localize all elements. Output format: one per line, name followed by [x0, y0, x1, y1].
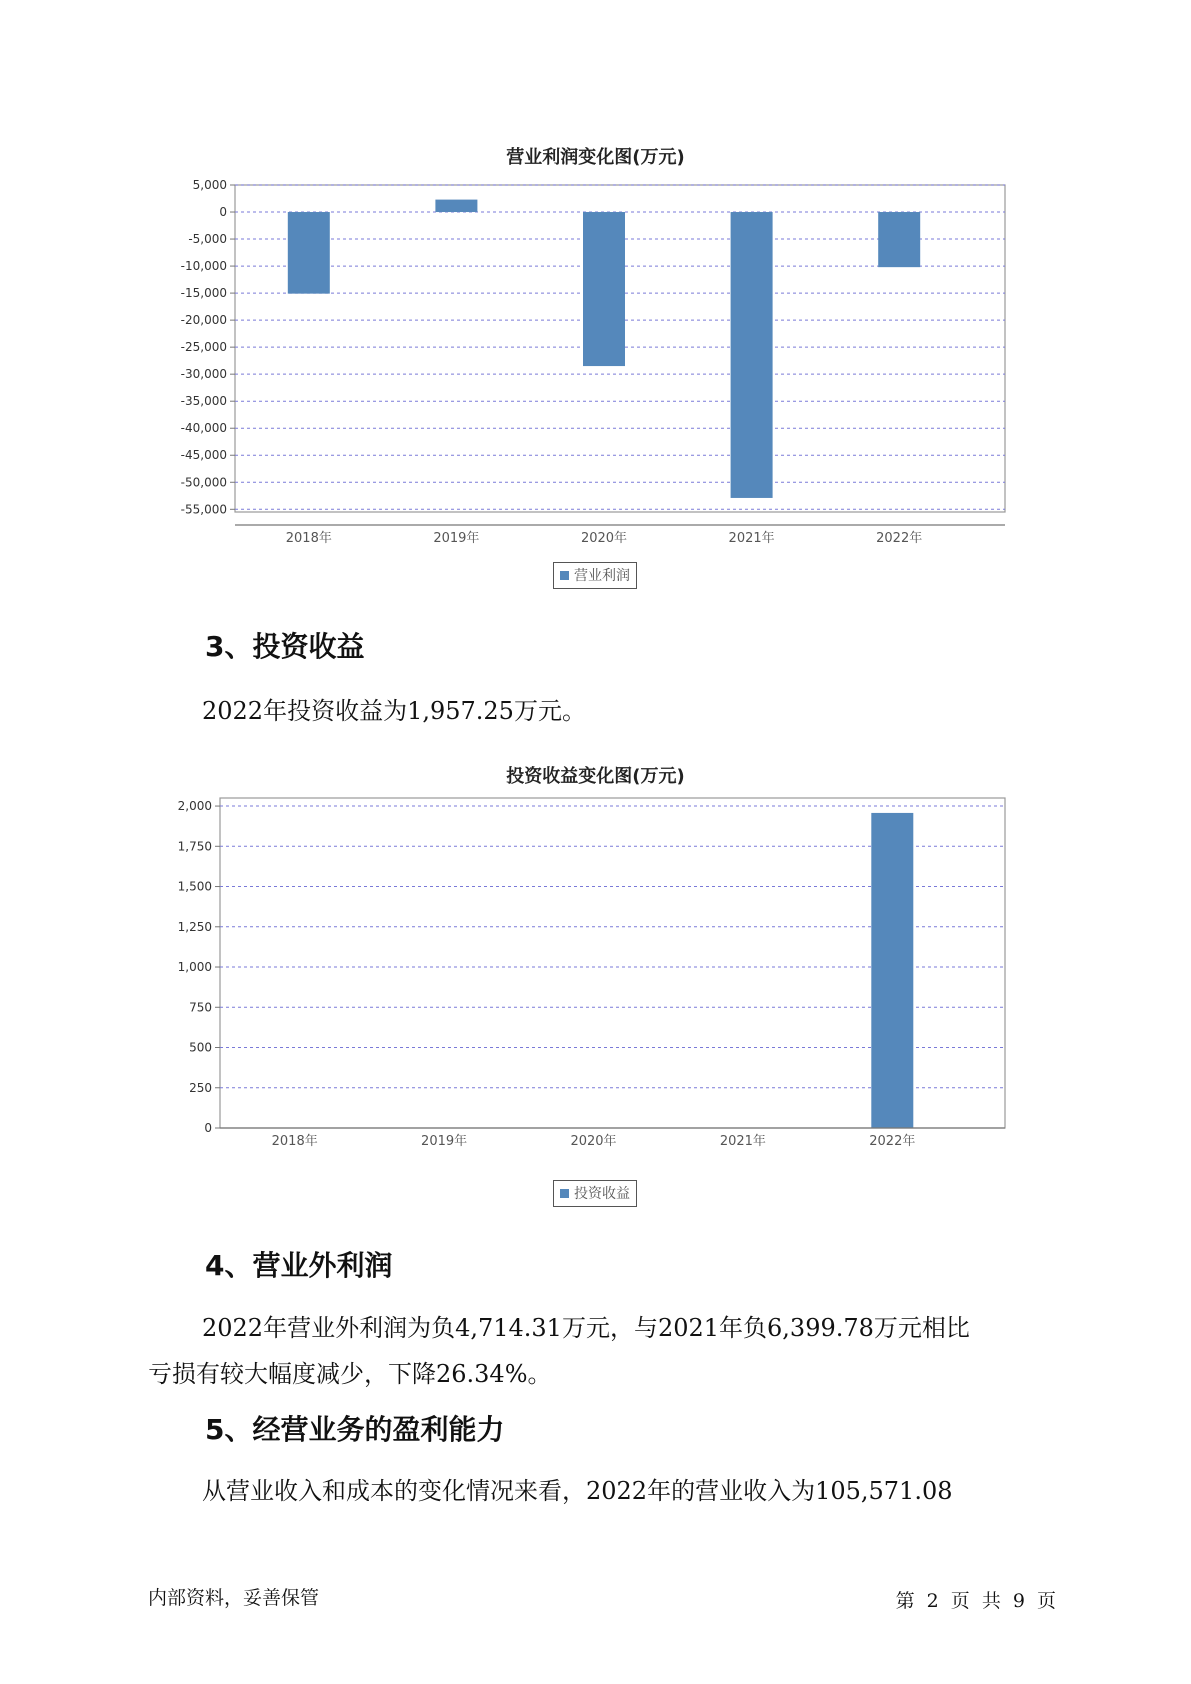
chart2-ytick-label: 1,000: [177, 960, 212, 975]
chart1-legend-label: 营业利润: [574, 568, 630, 584]
legend-swatch-icon: [560, 1189, 569, 1198]
chart2-title: 投资收益变化图(万元): [506, 766, 685, 787]
chart2-bar-2022年: [871, 813, 913, 1128]
section-5-heading: 5、经营业务的盈利能力: [205, 1413, 505, 1446]
chart1-xtick-label: 2021年: [728, 531, 775, 546]
section-3-heading: 3、投资收益: [205, 630, 365, 663]
chart2-xtick-label: 2018年: [271, 1134, 318, 1149]
footer-confidential: 内部资料，妥善保管: [148, 1587, 320, 1609]
chart2-xtick-label: 2020年: [570, 1134, 617, 1149]
section-4-line-1: 2022年营业外利润为负4,714.31万元，与2021年负6,399.78万元相比: [202, 1314, 970, 1342]
chart2-xtick-label: 2021年: [719, 1134, 766, 1149]
chart1-ytick-label: -50,000: [180, 475, 227, 490]
chart1-ytick-label: 5,000: [192, 178, 227, 192]
chart1-ytick-label: -55,000: [180, 502, 227, 517]
chart1-ytick-label: -35,000: [180, 394, 227, 409]
chart1-ytick-label: -15,000: [180, 286, 227, 301]
chart1-ytick-label: -25,000: [180, 340, 227, 355]
section-3-text: 2022年投资收益为1,957.25万元。: [202, 697, 586, 725]
section-4-heading: 4、营业外利润: [205, 1249, 393, 1282]
chart1-ytick-label: -20,000: [180, 313, 227, 328]
chart1-title: 营业利润变化图(万元): [506, 147, 685, 168]
chart2-ytick-label: 250: [189, 1080, 212, 1095]
chart2-ytick-label: 1,500: [177, 879, 212, 894]
chart1-ytick-label: 0: [219, 205, 227, 220]
section-5-line-1: 从营业收入和成本的变化情况来看，2022年的营业收入为105,571.08: [202, 1477, 953, 1505]
chart2-xtick-label: 2022年: [869, 1134, 916, 1149]
chart2-legend: [553, 1180, 637, 1207]
section-4-line-2: 亏损有较大幅度减少，下降26.34%。: [148, 1360, 552, 1388]
chart2-ytick-label: 2,000: [177, 799, 212, 814]
chart2-ytick-label: 1,750: [177, 839, 212, 854]
chart1-xtick-label: 2020年: [580, 531, 628, 546]
chart1-ytick-label: -10,000: [180, 259, 227, 274]
chart2-ytick-label: 750: [189, 1000, 212, 1015]
chart1-xtick-label: 2019年: [433, 531, 480, 546]
chart2-ytick-label: 500: [189, 1040, 212, 1055]
chart1-xtick-label: 2022年: [876, 531, 923, 546]
chart2-legend-label: 投资收益: [574, 1186, 630, 1202]
footer-page-number: 第 2 页 共 9 页: [895, 1590, 1056, 1612]
chart2-xtick-label: 2019年: [421, 1134, 468, 1149]
chart1-ytick-label: -30,000: [180, 367, 227, 382]
chart2-ytick-label: 1,250: [177, 919, 212, 934]
chart2-ytick-label: 0: [204, 1121, 212, 1135]
chart1-xtick-label: 2018年: [285, 531, 332, 546]
chart1-ytick-label: -5,000: [188, 232, 227, 247]
chart1-ytick-label: -40,000: [180, 421, 227, 436]
chart1-ytick-label: -45,000: [180, 448, 227, 463]
